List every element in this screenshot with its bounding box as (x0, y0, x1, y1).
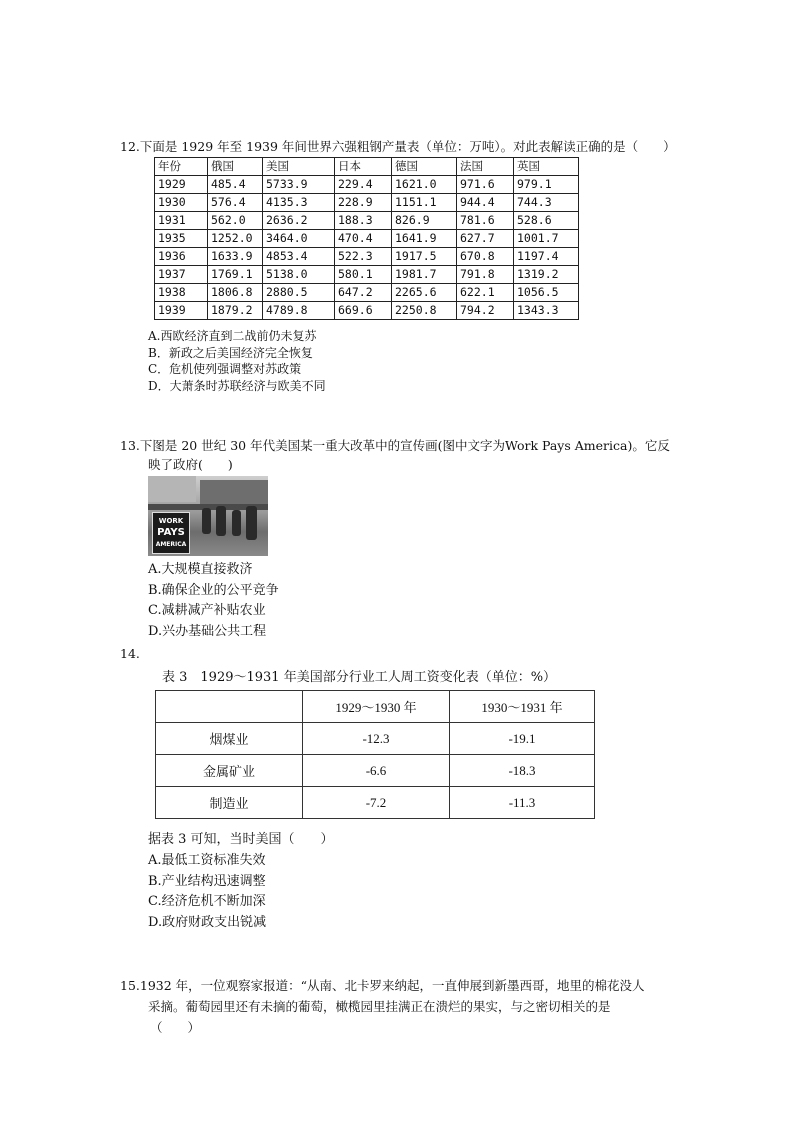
table-cell: 5733.9 (263, 176, 335, 194)
table-row (156, 755, 595, 787)
q13-option-d: D.兴办基础公共工程 (148, 623, 267, 639)
table-row (155, 284, 579, 302)
building-shape (148, 476, 196, 502)
q15-line2: 采摘。葡萄园里还有未摘的葡萄，橄榄园里挂满正在溃烂的果实，与之密切相关的是 (148, 999, 611, 1014)
table-cell: 971.6 (457, 176, 514, 194)
table-cell: 1621.0 (392, 176, 457, 194)
table-cell: 1769.1 (208, 266, 263, 284)
worker-figure (232, 510, 241, 536)
poster-text-work: WORK (158, 517, 184, 525)
table-cell: 1917.5 (392, 248, 457, 266)
q12-steel-table (154, 157, 579, 320)
table-cell: 1929 (155, 176, 208, 194)
q14-table-caption: 表 3 1929～1931 年美国部分行业工人周工资变化表（单位：%） (162, 670, 557, 685)
header-cell: 美国 (263, 158, 335, 176)
table-cell: 烟煤业 (156, 723, 303, 755)
q12-option-a: A.西欧经济直到二战前仍未复苏 (148, 329, 317, 343)
table-row (155, 302, 579, 320)
table-row (156, 787, 595, 819)
q14-wage-table (155, 690, 595, 819)
table-row (156, 723, 595, 755)
table-cell: 1930 (155, 194, 208, 212)
table-cell: 228.9 (335, 194, 392, 212)
table-cell: 528.6 (514, 212, 579, 230)
q13-option-a: A.大规模直接救济 (148, 562, 253, 577)
table-cell: 670.8 (457, 248, 514, 266)
table-cell: 522.3 (335, 248, 392, 266)
table-cell: 1633.9 (208, 248, 263, 266)
table-row (155, 194, 579, 212)
header-cell: 1929～1930 年 (303, 691, 450, 723)
table-cell: 4135.3 (263, 194, 335, 212)
table-cell: -18.3 (450, 755, 595, 787)
header-cell: 法国 (457, 158, 514, 176)
table-cell: 2880.5 (263, 284, 335, 302)
table-cell: 485.4 (208, 176, 263, 194)
q15-line3: （ ） (150, 1020, 201, 1035)
q12-option-b: B．新政之后美国经济完全恢复 (148, 345, 313, 360)
table-cell: 794.2 (457, 302, 514, 320)
table-cell: -12.3 (303, 723, 450, 755)
table-cell: 562.0 (208, 212, 263, 230)
q14-number: 14. (120, 646, 140, 661)
table-cell: 5138.0 (263, 266, 335, 284)
header-cell: 1930～1931 年 (450, 691, 595, 723)
table-cell: 1056.5 (514, 284, 579, 302)
worker-figure (246, 506, 257, 540)
q12-option-c: C．危机使列强调整对苏政策 (148, 362, 302, 376)
table-cell: 1641.9 (392, 230, 457, 248)
poster-sign (152, 512, 190, 554)
work-pays-america-poster (148, 476, 268, 556)
table-header-row (156, 691, 595, 723)
table-cell: 制造业 (156, 787, 303, 819)
table-cell: 1937 (155, 266, 208, 284)
table-cell: 669.6 (335, 302, 392, 320)
table-cell: 470.4 (335, 230, 392, 248)
table-cell: 1343.3 (514, 302, 579, 320)
table-cell: -19.1 (450, 723, 595, 755)
q13-stem-line2: 映了政府( ) (148, 457, 233, 472)
table-cell: 1001.7 (514, 230, 579, 248)
header-cell: 年份 (155, 158, 208, 176)
table-cell: 金属矿业 (156, 755, 303, 787)
q14-option-d: D.政府财政支出锐减 (148, 914, 267, 930)
table-header-row (155, 158, 579, 176)
table-cell: 1197.4 (514, 248, 579, 266)
q12-option-d: D．大萧条时苏联经济与欧美不同 (148, 378, 326, 393)
q15-line1: 15.1932 年，一位观察家报道：“从南、北卡罗来纳起，一直伸展到新墨西哥，地里的棉花没人 (120, 978, 645, 993)
table-cell: 229.4 (335, 176, 392, 194)
table-cell: 1939 (155, 302, 208, 320)
table-cell: 647.2 (335, 284, 392, 302)
table-cell: 188.3 (335, 212, 392, 230)
header-cell: 德国 (392, 158, 457, 176)
table-cell: -11.3 (450, 787, 595, 819)
table-cell: 1935 (155, 230, 208, 248)
table-cell: -6.6 (303, 755, 450, 787)
table-cell: 627.7 (457, 230, 514, 248)
table-cell: 1252.0 (208, 230, 263, 248)
q14-stem: 据表 3 可知，当时美国（ ） (148, 832, 334, 847)
q13-stem-line1: 13.下图是 20 世纪 30 年代美国某一重大改革中的宣传画(图中文字为Work Pays America)。它反 (120, 438, 670, 453)
q13-option-b: B.确保企业的公平竞争 (148, 582, 279, 598)
q13-option-c: C.减耕减产补贴农业 (148, 603, 266, 618)
table-cell: -7.2 (303, 787, 450, 819)
table-cell: 1931 (155, 212, 208, 230)
table-cell: 2636.2 (263, 212, 335, 230)
header-cell: 英国 (514, 158, 579, 176)
table-cell: 1938 (155, 284, 208, 302)
poster-text-pays: PAYS (157, 527, 185, 538)
header-cell (156, 691, 303, 723)
q14-option-b: B.产业结构迅速调整 (148, 873, 266, 889)
table-cell: 791.8 (457, 266, 514, 284)
table-row (155, 212, 579, 230)
table-cell: 576.4 (208, 194, 263, 212)
table-row (155, 266, 579, 284)
header-cell: 日本 (335, 158, 392, 176)
worker-figure (216, 506, 226, 536)
table-cell: 1879.2 (208, 302, 263, 320)
table-cell: 2250.8 (392, 302, 457, 320)
table-cell: 1936 (155, 248, 208, 266)
table-cell: 944.4 (457, 194, 514, 212)
q12-stem: 12.下面是 1929 年至 1939 年间世界六强粗钢产量表（单位：万吨）。对此表解读正确的是（ ） (120, 139, 676, 154)
table-cell: 580.1 (335, 266, 392, 284)
table-cell: 2265.6 (392, 284, 457, 302)
table-cell: 979.1 (514, 176, 579, 194)
table-cell: 1319.2 (514, 266, 579, 284)
table-cell: 781.6 (457, 212, 514, 230)
poster-text-america: AMERICA (155, 541, 187, 548)
table-cell: 826.9 (392, 212, 457, 230)
table-cell: 744.3 (514, 194, 579, 212)
header-cell: 俄国 (208, 158, 263, 176)
table-row (155, 230, 579, 248)
table-cell: 622.1 (457, 284, 514, 302)
table-cell: 1151.1 (392, 194, 457, 212)
table-cell: 4853.4 (263, 248, 335, 266)
table-cell: 4789.8 (263, 302, 335, 320)
table-row (155, 248, 579, 266)
q14-option-a: A.最低工资标准失效 (148, 853, 266, 868)
table-cell: 3464.0 (263, 230, 335, 248)
table-cell: 1981.7 (392, 266, 457, 284)
table-row (155, 176, 579, 194)
building-shape (200, 480, 268, 506)
worker-figure (202, 508, 211, 534)
q14-option-c: C.经济危机不断加深 (148, 894, 266, 909)
table-cell: 1806.8 (208, 284, 263, 302)
